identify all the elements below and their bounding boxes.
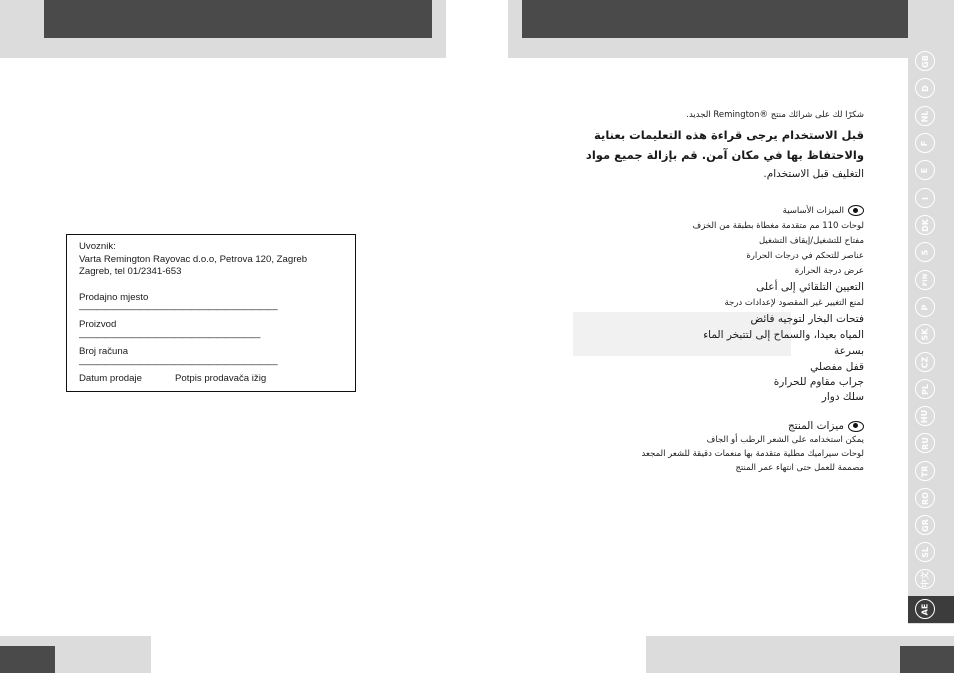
- language-tab[interactable]: [915, 515, 935, 535]
- language-tab-label: P: [920, 304, 930, 310]
- importer-address: Varta Remington Rayovac d.o.o, Petrova 120, Zagreb: [79, 253, 308, 265]
- language-tab[interactable]: [915, 51, 935, 71]
- intro-line-2: قبل الاستخدام يرجى قراءة هذه التعليمات بعناية: [594, 128, 864, 142]
- intro-line-4: التغليف قبل الاستخدام.: [763, 168, 864, 180]
- language-tab[interactable]: [915, 352, 935, 372]
- place-of-sale-line: ———————————————————————: [79, 304, 277, 316]
- feature-item: لوحات 110 مم متقدمة مغطاة بطبقة من الخزف: [692, 221, 864, 231]
- header-bar-left: [44, 0, 432, 38]
- header-bar-right: [522, 0, 908, 38]
- language-tab-label: F: [920, 140, 930, 146]
- language-tab-label: RU: [920, 436, 930, 450]
- feature-item: بسرعة: [834, 345, 864, 357]
- language-tab-label: SL: [920, 546, 930, 558]
- language-tab-label: I: [920, 196, 930, 200]
- warranty-card: [66, 234, 356, 392]
- language-tab-label: GR: [920, 518, 930, 532]
- feature-item: مفتاح للتشغيل/إيقاف التشغيل: [758, 236, 864, 246]
- product-heading: [788, 420, 864, 432]
- feature-item: المياه بعيدا، والسماح إلى لتتبخر الماء: [703, 329, 864, 341]
- feature-item: لمنع التغيير غير المقصود لإعدادات درجة: [724, 298, 864, 308]
- product-line: —————————————————————: [79, 331, 260, 343]
- footer-block-right: [900, 646, 954, 673]
- signature-row: [79, 373, 343, 386]
- language-tab-label: CZ: [920, 356, 930, 368]
- language-tab-label: HU: [920, 409, 930, 423]
- language-tab-label: TR: [920, 465, 930, 477]
- feature-item: سلك دوار: [821, 391, 864, 403]
- feature-item: عرض درجة الحرارة: [794, 266, 864, 276]
- language-tab[interactable]: [915, 297, 935, 317]
- language-tab[interactable]: [915, 160, 935, 180]
- feature-item: عناصر للتحكم في درجات الحرارة: [746, 251, 864, 261]
- language-tab[interactable]: [915, 488, 935, 508]
- language-tab-label: RO: [920, 491, 930, 505]
- language-tab[interactable]: [915, 433, 935, 453]
- intro-line-1: شكرًا لك على شرائك منتج ®Remington الجديد.: [686, 110, 864, 120]
- language-tab[interactable]: [915, 242, 935, 262]
- invoice-line: ———————————————————————: [79, 358, 277, 370]
- seller-signature-label: Potpis prodavača ižig: [175, 373, 267, 385]
- importer-label: Uvoznik:: [79, 241, 116, 252]
- eye-icon: [848, 421, 864, 432]
- language-tab-label: S: [920, 249, 930, 255]
- language-tab[interactable]: [915, 270, 935, 290]
- language-tab[interactable]: [915, 599, 935, 619]
- product-label: Proizvod: [79, 318, 117, 330]
- language-tab[interactable]: [915, 133, 935, 153]
- language-tab[interactable]: [915, 542, 935, 562]
- language-tab[interactable]: [915, 461, 935, 481]
- language-tab[interactable]: [915, 78, 935, 98]
- language-tab-label: DK: [920, 218, 930, 232]
- features-heading: [783, 205, 864, 216]
- language-tab-label: GB: [920, 54, 930, 68]
- feature-item: فتحات البخار لتوجيه فائض: [750, 313, 864, 325]
- product-feature-item: مصممة للعمل حتى انتهاء عمر المنتج: [735, 463, 864, 473]
- importer-phone: Zagreb, tel 01/2341-653: [79, 266, 182, 278]
- language-tab[interactable]: [915, 106, 935, 126]
- language-tab-label: FIN: [921, 273, 929, 287]
- language-tab[interactable]: [915, 379, 935, 399]
- language-tab-label: NL: [920, 110, 930, 122]
- place-of-sale-label: Prodajno mjesto: [79, 291, 149, 303]
- sale-date-label: Datum prodaje: [79, 373, 142, 385]
- product-title: ميزات المنتج: [787, 420, 844, 432]
- language-tab[interactable]: [915, 406, 935, 426]
- product-feature-item: يمكن استخدامه على الشعر الرطب أو الجاف: [706, 435, 864, 445]
- footer-block-left: [0, 646, 55, 673]
- product-feature-item: لوحات سيراميك مطلية متقدمة بها منعمات دقيقة للشعر المجعد: [641, 449, 864, 459]
- feature-item: قفل مفصلي: [810, 361, 864, 373]
- language-tab[interactable]: [915, 188, 935, 208]
- intro-line-3: والاحتفاظ بها في مكان آمن. قم بإزالة جميع مواد: [585, 148, 864, 162]
- features-title: الميزات الأساسية: [782, 206, 844, 216]
- language-tab[interactable]: [915, 215, 935, 235]
- language-tab-label: D: [920, 84, 930, 92]
- language-tab-label: PL: [920, 383, 930, 395]
- feature-item: جراب مقاوم للحرارة: [773, 376, 864, 388]
- eye-icon: [848, 205, 864, 216]
- language-tab[interactable]: [915, 324, 935, 344]
- language-tab-label: 中文: [920, 571, 930, 587]
- language-tab-label: SK: [920, 328, 930, 340]
- feature-item: التعيين التلقائي إلى أعلى: [756, 281, 864, 293]
- language-tab[interactable]: [915, 569, 935, 589]
- language-tab-label: AE: [920, 603, 930, 615]
- language-tab-label: E: [920, 167, 930, 173]
- invoice-number-label: Broj računa: [79, 346, 129, 358]
